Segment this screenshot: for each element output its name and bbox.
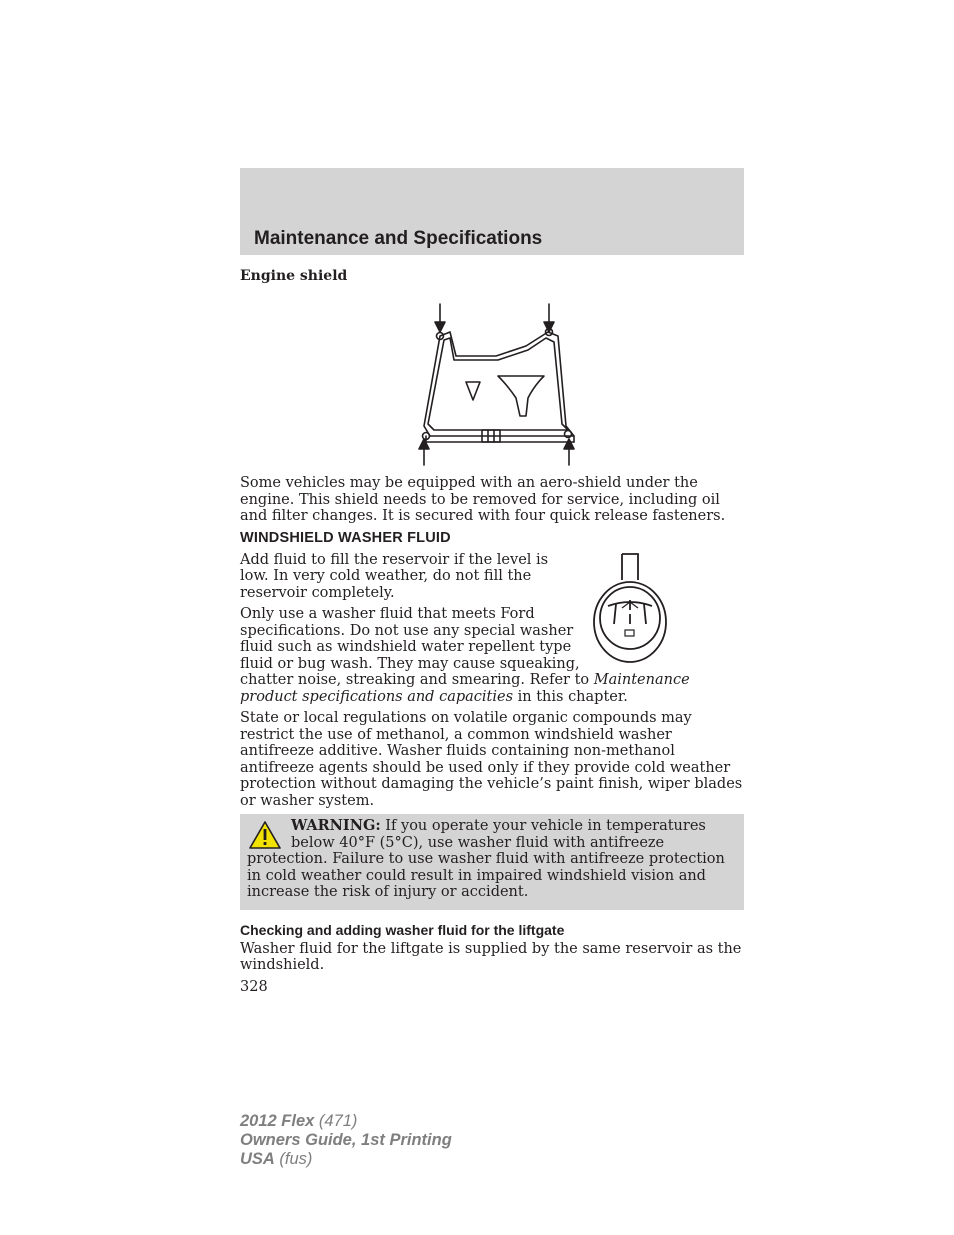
warning-triangle-icon [248, 820, 282, 850]
footer-line-3 [240, 1150, 452, 1169]
footer-line-2 [240, 1131, 452, 1150]
cross-reference-link-text: Maintenance product specifications and capacities [240, 672, 690, 705]
footer-line-1 [240, 1112, 452, 1131]
washer-reservoir-cap-icon [592, 552, 668, 664]
document-footer [240, 1112, 452, 1169]
liftgate-heading: Checking and adding washer fluid for the liftgate [240, 921, 565, 938]
warning-text: If you operate your vehicle in temperatures below 40°F (5°C), use washer fluid with antifreeze protection. Failure to use washer fluid with antifreeze protection in cold weather could result in impaired windshield vision and increase the risk of injury or accident. [247, 818, 725, 900]
para-2-end-text: in this chapter. [513, 688, 628, 705]
footer-code: (471) [314, 1112, 358, 1130]
warning-label: WARNING: [291, 817, 381, 834]
page-content [240, 268, 744, 995]
section-header-band [240, 168, 744, 255]
page-number: 328 [240, 978, 268, 995]
washer-fluid-para-1: Add fluid to fill the reservoir if the level is low. In very cold weather, do not fill the reservoir completely. [240, 551, 549, 601]
engine-shield-heading: Engine shield [240, 268, 348, 284]
footer-edition: Owners Guide, 1st Printing [240, 1131, 452, 1149]
section-title: Maintenance and Specifications [254, 228, 543, 249]
liftgate-text: Washer fluid for the liftgate is supplied by the same reservoir as the windshield. [240, 940, 742, 973]
engine-shield-text: Some vehicles may be equipped with an aero-shield under the engine. This shield needs to be removed for service, including oil and filter changes. It is secured with four quick release fasteners. [240, 475, 726, 524]
engine-shield-diagram [416, 302, 586, 467]
footer-model: 2012 Flex [240, 1112, 315, 1130]
footer-market-code: (fus) [274, 1150, 313, 1168]
washer-fluid-para-3: State or local regulations on volatile organic compounds may restrict the use of methanol, a common windshield washer antifreeze additive. Washer fluids containing non-methanol antifreeze agents should be used only if they provide cold weather protection without damaging the vehicle’s paint finish, wiper blades or washer system. [240, 710, 743, 809]
washer-fluid-heading: WINDSHIELD WASHER FLUID [240, 529, 451, 546]
footer-market: USA [240, 1150, 275, 1168]
para-2-text: Only use a washer fluid that meets Ford specifications. Do not use any special washer fluid such as windshield water repellent type fluid or bug wash. They may cause squeaking, chatter noise, streaking and smearing. Refer to [240, 606, 594, 688]
washer-fluid-para-2 [240, 606, 744, 705]
warning-box [240, 814, 744, 910]
